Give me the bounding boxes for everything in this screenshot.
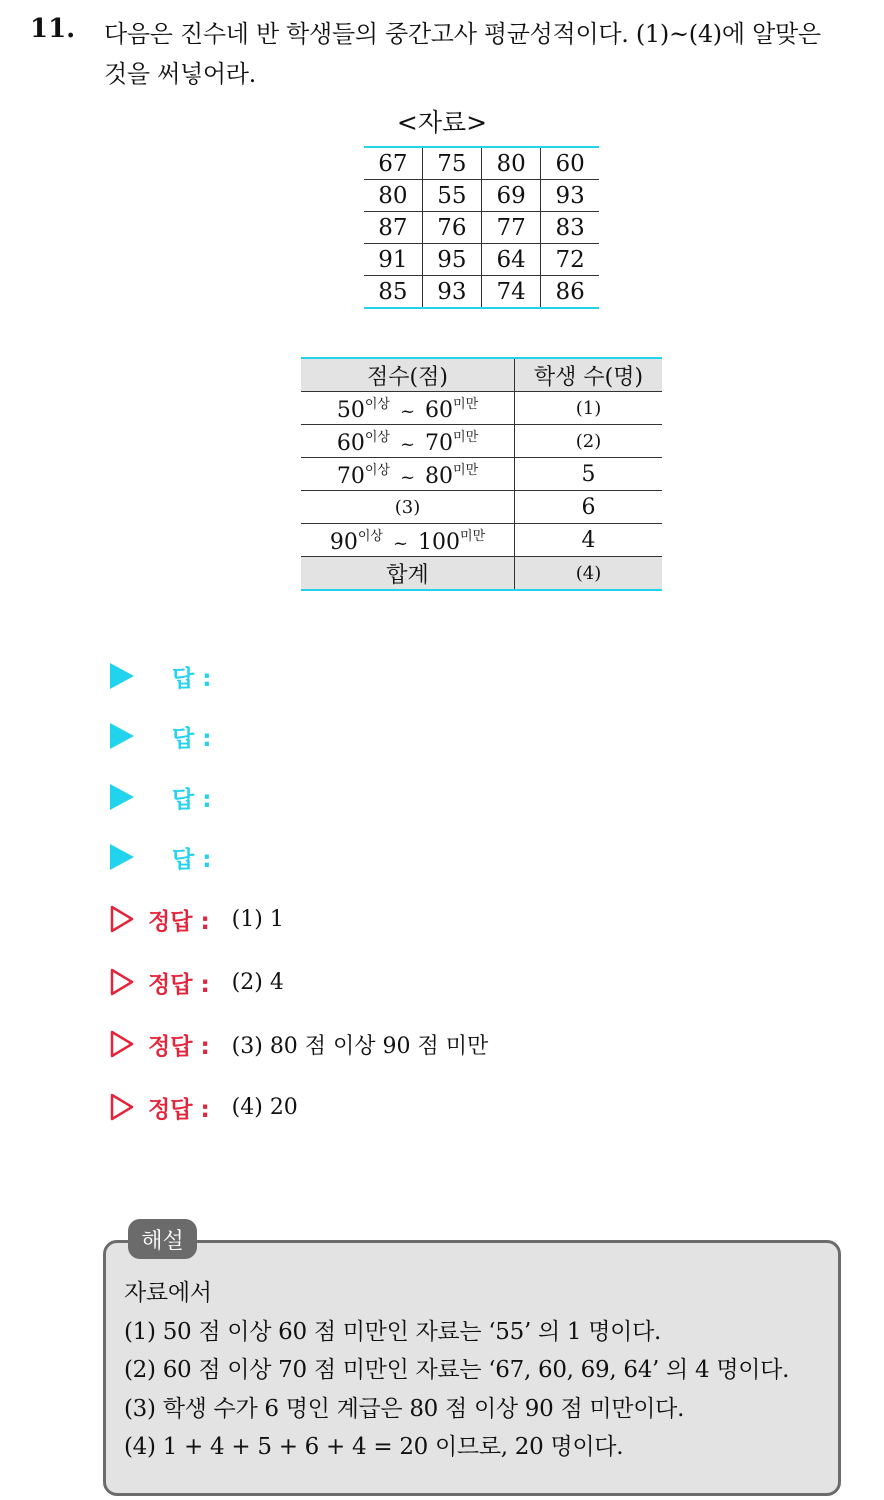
explanation-line: (4) 1 + 4 + 5 + 6 + 4 = 20 이므로, 20 명이다. [124, 1434, 624, 1460]
correct-value: (4) 20 [231, 1094, 298, 1120]
score-range: $70^{이상}$ ~ $80^{미만}$ [301, 458, 515, 491]
table-row [301, 458, 662, 491]
raw-table-caption: <자료> [396, 108, 488, 137]
answer-line-4[interactable] [110, 842, 211, 872]
total-label: 합계 [301, 557, 515, 591]
table-cell: 75 [422, 147, 481, 180]
outline-triangle-icon [110, 968, 134, 996]
correct-label: 정답 : [148, 908, 210, 935]
raw-data-table [364, 146, 599, 309]
correct-value: (1) 1 [231, 906, 284, 932]
score-range: $90^{이상}$ ~ $100^{미만}$ [301, 524, 515, 557]
header-score: 점수(점) [301, 358, 515, 392]
answer-line-3[interactable] [110, 782, 211, 812]
table-cell: 87 [364, 212, 422, 244]
table-cell: 93 [541, 180, 599, 212]
table-cell: 80 [481, 147, 540, 180]
score-range-blank: (3) [301, 491, 515, 524]
answer-label: 답 : [172, 786, 212, 813]
table-row [364, 147, 599, 180]
outline-triangle-icon [110, 1030, 134, 1058]
table-row [301, 524, 662, 557]
question-text-line2: 것을 써넣어라. [104, 60, 256, 88]
student-count: (1) [515, 392, 663, 425]
table-cell: 64 [481, 244, 540, 276]
play-triangle-icon [110, 784, 134, 810]
student-count: 5 [515, 458, 663, 491]
correct-label: 정답 : [148, 1033, 210, 1060]
score-range: $60^{이상}$ ~ $70^{미만}$ [301, 425, 515, 458]
table-row [364, 180, 599, 212]
question-text-line1: 다음은 진수네 반 학생들의 중간고사 평균성적이다. (1)~(4)에 알맞은 [104, 20, 821, 48]
correct-answer-2 [110, 965, 284, 999]
table-row [364, 276, 599, 309]
table-cell: 76 [422, 212, 481, 244]
table-cell: 72 [541, 244, 599, 276]
table-row [364, 212, 599, 244]
score-range: $50^{이상}$ ~ $60^{미만}$ [301, 392, 515, 425]
table-cell: 60 [541, 147, 599, 180]
correct-answer-3 [110, 1027, 488, 1061]
answer-line-1[interactable] [110, 661, 211, 691]
correct-answer-1 [110, 902, 284, 936]
explanation-tab: 해설 [128, 1219, 197, 1259]
answer-label: 답 : [172, 846, 212, 873]
table-cell: 95 [422, 244, 481, 276]
table-cell: 93 [422, 276, 481, 309]
play-triangle-icon [110, 663, 134, 689]
answer-label: 답 : [172, 665, 212, 692]
answer-label: 답 : [172, 725, 212, 752]
student-count: 4 [515, 524, 663, 557]
explanation-line: 자료에서 [124, 1280, 212, 1306]
outline-triangle-icon [110, 1093, 134, 1121]
student-count: 6 [515, 491, 663, 524]
play-triangle-icon [110, 723, 134, 749]
explanation-line: (3) 학생 수가 6 명인 계급은 80 점 이상 90 점 미만이다. [124, 1396, 685, 1422]
header-students: 학생 수(명) [515, 358, 663, 392]
table-total-row [301, 557, 662, 591]
table-row [301, 392, 662, 425]
correct-value: (2) 4 [231, 969, 284, 995]
table-cell: 86 [555, 278, 585, 305]
table-row [301, 491, 662, 524]
answer-line-2[interactable] [110, 721, 211, 751]
table-cell: 91 [364, 244, 422, 276]
table-cell: 85 [364, 276, 422, 309]
table-cell: 83 [541, 212, 599, 244]
explanation-line: (2) 60 점 이상 70 점 미만인 자료는 ‘67, 60, 69, 64’ 의 4 명이다. [124, 1357, 790, 1383]
table-cell: 77 [481, 212, 540, 244]
table-header-row [301, 358, 662, 392]
table-row [301, 425, 662, 458]
table-cell: 55 [422, 180, 481, 212]
question-number: 11. [30, 14, 76, 44]
correct-label: 정답 : [148, 971, 210, 998]
play-triangle-icon [110, 844, 134, 870]
table-cell: 80 [364, 180, 422, 212]
student-count: (2) [515, 425, 663, 458]
total-value: (4) [515, 557, 663, 591]
correct-label: 정답 : [148, 1096, 210, 1123]
table-row [364, 244, 599, 276]
outline-triangle-icon [110, 905, 134, 933]
table-cell: 69 [481, 180, 540, 212]
correct-answer-4 [110, 1090, 298, 1124]
table-cell: 67 [364, 147, 422, 180]
correct-value: (3) 80 점 이상 90 점 미만 [231, 1033, 489, 1059]
table-cell: 74 [481, 276, 540, 309]
explanation-line: (1) 50 점 이상 60 점 미만인 자료는 ‘55’ 의 1 명이다. [124, 1319, 662, 1345]
frequency-table [301, 357, 662, 591]
